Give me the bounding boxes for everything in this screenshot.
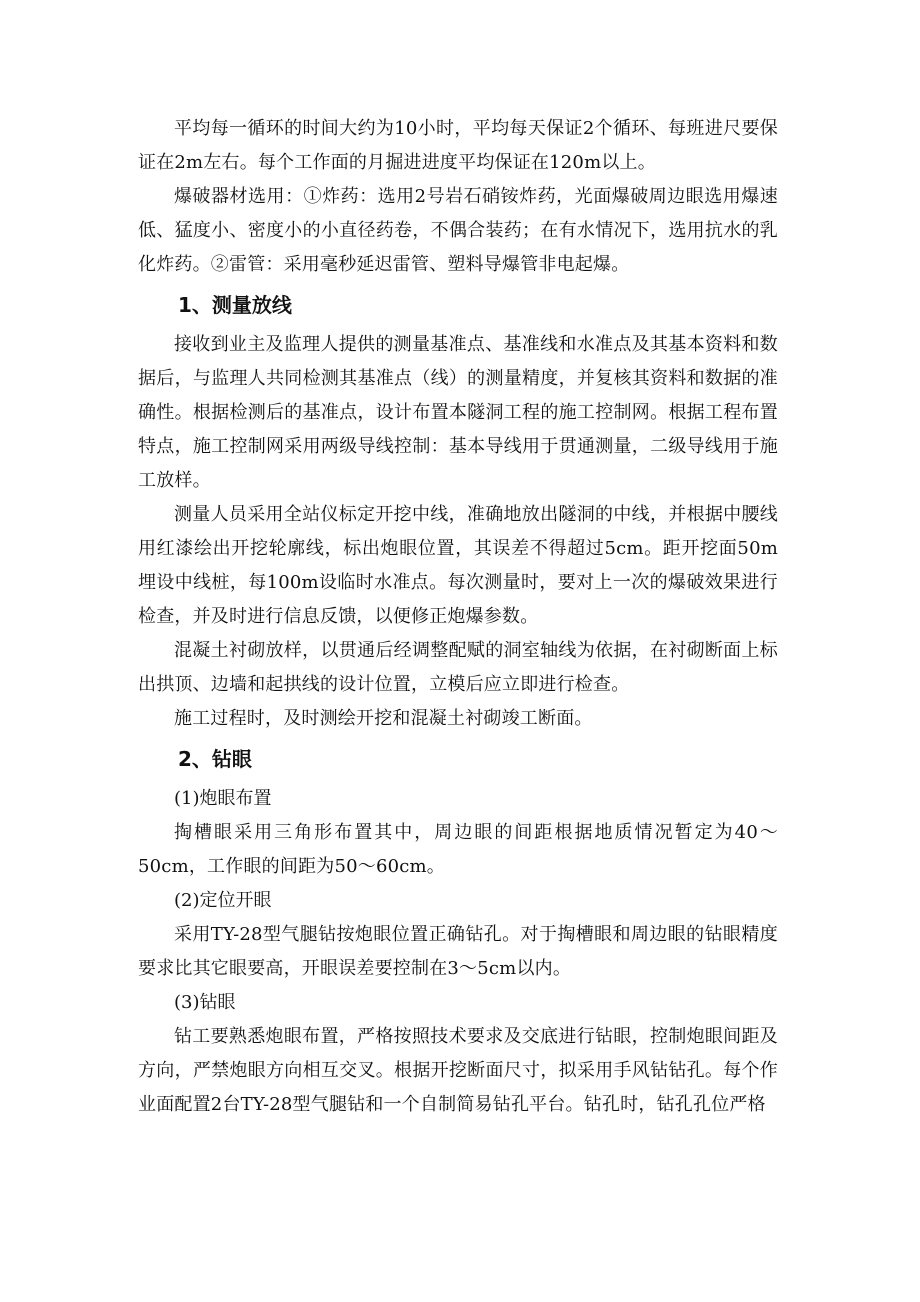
subheading-hole-layout: (1)炮眼布置 <box>174 788 272 809</box>
paragraph-as-built-section: 施工过程时，及时测绘开挖和混凝土衬砌竣工断面。 <box>174 708 593 729</box>
paragraph-hole-spacing: 掏槽眼采用三角形布置其中，周边眼的间距根据地质情况暂定为40～50cm，工作眼的间距为50～60cm。 <box>138 822 778 877</box>
paragraph-survey-centerline: 测量人员采用全站仪标定开挖中线，准确地放出隧洞的中线，并根据中腰线用红漆绘出开挖轮廓线，标出炮眼位置，其误差不得超过5cm。距开挖面50m埋设中线桩，每100m设临时水准点。每次测量时，要对上一次的爆破效果进行检查，并及时进行信息反馈，以便修正炮爆参数。 <box>138 504 778 627</box>
section-heading-survey: 1、测量放线 <box>178 293 292 317</box>
paragraph-positioning: 采用TY-28型气腿钻按炮眼位置正确钻孔。对于掏槽眼和周边眼的钻眼精度要求比其它眼要高，开眼误差要控制在3～5cm以内。 <box>138 924 778 979</box>
document-page <box>138 112 778 1122</box>
subheading-drilling: (3)钻眼 <box>174 992 236 1013</box>
subheading-positioning: (2)定位开眼 <box>174 890 272 911</box>
paragraph-lining-layout: 混凝土衬砌放样，以贯通后经调整配赋的洞室轴线为依据，在衬砌断面上标出拱顶、边墙和起拱线的设计位置，立模后应立即进行检查。 <box>138 640 778 695</box>
section-heading-drilling: 2、钻眼 <box>178 747 252 771</box>
paragraph-drilling: 钻工要熟悉炮眼布置，严格按照技术要求及交底进行钻眼，控制炮眼间距及方向，严禁炮眼方向相互交叉。根据开挖断面尺寸，拟采用手风钻钻孔。每个作业面配置2台TY-28型气腿钻和一个自制简易钻孔平台。钻孔时，钻孔孔位严格 <box>138 1026 778 1115</box>
paragraph-survey-control: 接收到业主及监理人提供的测量基准点、基准线和水准点及其基本资料和数据后，与监理人共同检测其基准点（线）的测量精度，并复核其资料和数据的准确性。根据检测后的基准点，设计布置本隧洞工程的施工控制网。根据工程布置特点，施工控制网采用两级导线控制：基本导线用于贯通测量，二级导线用于施工放样。 <box>138 334 778 491</box>
paragraph-blasting-materials: 爆破器材选用：①炸药：选用2号岩石硝铵炸药，光面爆破周边眼选用爆速低、猛度小、密度小的小直径药卷，不偶合装药；在有水情况下，选用抗水的乳化炸药。②雷管：采用毫秒延迟雷管、塑料导爆管非电起爆。 <box>138 186 778 275</box>
paragraph-cycle-time: 平均每一循环的时间大约为10小时，平均每天保证2个循环、每班进尺要保证在2m左右。每个工作面的月掘进进度平均保证在120m以上。 <box>138 118 778 173</box>
